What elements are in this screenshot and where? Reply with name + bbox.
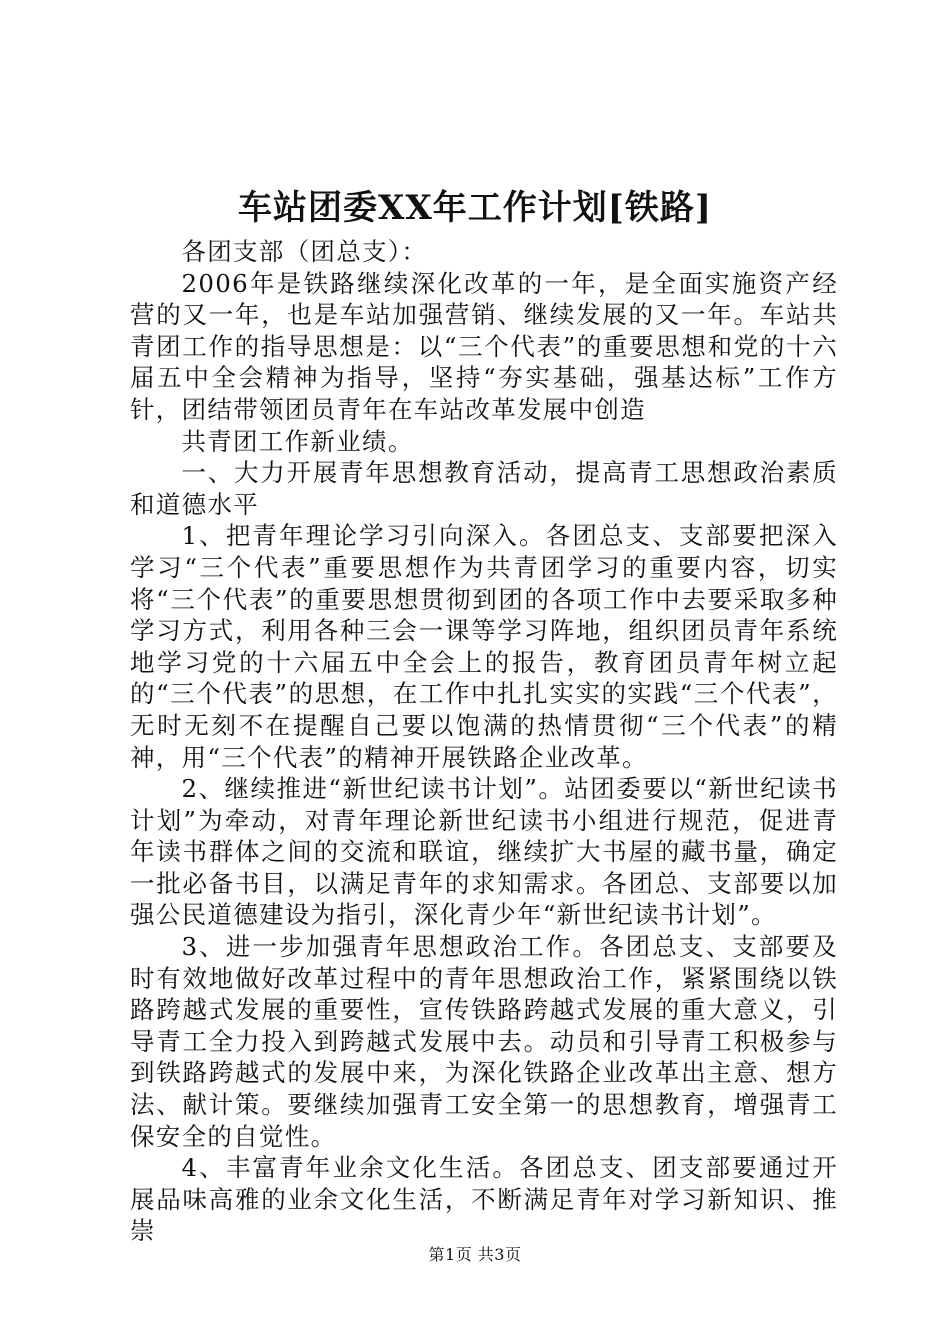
intro-continuation-paragraph: 共青团工作新业绩。 (181, 426, 414, 456)
document-body (130, 236, 838, 1247)
item-paragraph-3: 3、进一步加强青年思想政治工作。各团总支、支部要及时有效地做好改革过程中的青年思想政治工作，紧紧围绕以铁路跨越式发展的重要性，宣传铁路跨越式发展的重大意义，引导青工全力投入到跨越式发展中去。动员和引导青工积极参与到铁路跨越式的发展中来，为深化铁路企业改革出主意、想方法、献计策。要继续加强青工安全第一的思想教育，增强青工保安全的自觉性。 (130, 932, 838, 1151)
salutation-paragraph: 各团支部（团总支）： (181, 237, 428, 266)
intro-paragraph: 2006年是铁路继续深化改革的一年，是全面实施资产经营的又一年，也是车站加强营销、继续发展的又一年。车站共青团工作的指导思想是：以“三个代表”的重要思想和党的十六届五中全会精神为指导，坚持“夯实基础，强基达标”工作方针，团结带领团员青年在车站改革发展中创造 (130, 268, 838, 424)
document-title: 车站团委XX年工作计划[铁路] (238, 188, 712, 228)
item-paragraph-1: 1、把青年理论学习引向深入。各团总支、支部要把深入学习“三个代表”重要思想作为共青团学习的重要内容，切实将“三个代表”的重要思想贯彻到团的各项工作中去要采取多种学习方式，利用各种三会一课等学习阵地，组织团员青年系统地学习党的十六届五中全会上的报告，教育团员青年树立起的“三个代表”的思想，在工作中扎扎实实的实践“三个代表”，无时无刻不在提醒自己要以饱满的热情贯彻“三个代表”的精神，用“三个代表”的精神开展铁路企业改革。 (130, 521, 838, 772)
item-paragraph-4: 4、丰富青年业余文化生活。各团总支、团支部要通过开展品味高雅的业余文化生活，不断满足青年对学习新知识、推崇 (130, 1153, 838, 1246)
page-footer: 第1页 共3页 (428, 1245, 522, 1264)
item-paragraph-2: 2、继续推进“新世纪读书计划”。站团委要以“新世纪读书计划”为牵动，对青年理论新世纪读书小组进行规范，促进青年读书群体之间的交流和联谊，继续扩大书屋的藏书量，确定一批必备书目，以满足青年的求知需求。各团总、支部要以加强公民道德建设为指引，深化青少年“新世纪读书计划”。 (130, 774, 838, 930)
section-heading-1: 一、大力开展青年思想教育活动，提高青工思想政治素质和道德水平 (130, 458, 838, 519)
